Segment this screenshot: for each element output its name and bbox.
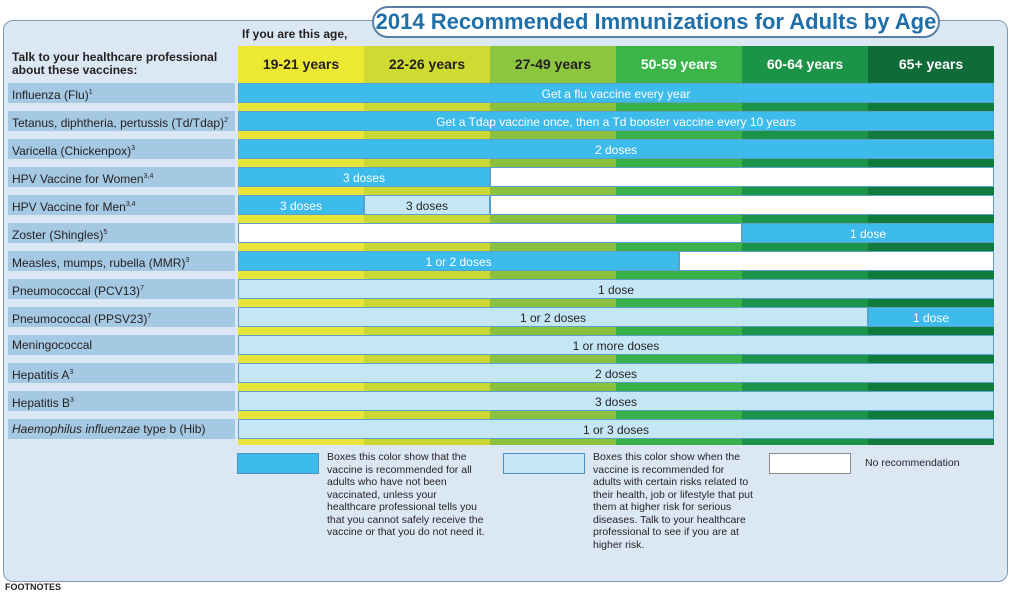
risk-based-bar: 1 or more doses (238, 335, 994, 355)
recommended-bar: Get a Tdap vaccine once, then a Td booster vaccine every 10 years (238, 111, 994, 131)
page-title: 2014 Recommended Immunizations for Adults by Age (372, 6, 940, 38)
legend-risk-swatch (503, 453, 585, 474)
risk-based-bar: 1 dose (238, 279, 994, 299)
vaccine-label: Varicella (Chickenpox)$^3$ (8, 139, 235, 159)
vaccine-label: HPV Vaccine for Women$^{3,4}$ (8, 167, 235, 187)
vaccine-label: Pneumococcal (PPSV23)$^7$ (8, 307, 235, 327)
recommended-bar: 1 or 2 doses (238, 251, 679, 271)
age-header-2: 22-26 years (364, 46, 490, 82)
legend-none-swatch (769, 453, 851, 474)
age-header-5: 60-64 years (742, 46, 868, 82)
age-header-4: 50-59 years (616, 46, 742, 82)
vaccine-label: Haemophilus influenzae type b (Hib) (8, 419, 235, 439)
risk-based-bar: 1 or 2 doses (238, 307, 868, 327)
vaccine-label: Tetanus, diphtheria, pertussis (Td/Tdap)$^2$ (8, 111, 235, 131)
vaccine-label: Meningococcal (8, 335, 235, 355)
legend-recommended-swatch (237, 453, 319, 474)
recommended-bar: Get a flu vaccine every year (238, 83, 994, 103)
no-recommendation-bar (238, 223, 742, 243)
risk-based-bar: 1 or 3 doses (238, 419, 994, 439)
legend-none-text: No recommendation (865, 457, 960, 469)
no-recommendation-bar (679, 251, 994, 271)
vaccine-label: Zoster (Shingles)$^5$ (8, 223, 235, 243)
recommended-bar: 2 doses (238, 139, 994, 159)
recommended-bar: 3 doses (238, 167, 490, 187)
footnotes-heading: FOOTNOTES (5, 582, 61, 592)
age-header-6: 65+ years (868, 46, 994, 82)
recommended-bar: 3 doses (238, 195, 364, 215)
vaccine-column-header: Talk to your healthcare professional about these vaccines: (12, 50, 218, 77)
age-header-3: 27-49 years (490, 46, 616, 82)
recommended-bar: 1 dose (742, 223, 994, 243)
no-recommendation-bar (490, 195, 994, 215)
risk-based-bar: 3 doses (364, 195, 490, 215)
age-header: If you are this age, (242, 27, 348, 41)
vaccine-label: HPV Vaccine for Men$^{3,4}$ (8, 195, 235, 215)
vaccine-label: Measles, mumps, rubella (MMR)$^3$ (8, 251, 235, 271)
vaccine-label: Hepatitis $A^3$ (8, 363, 235, 383)
vaccine-label: Influenza (Flu)$^1$ (8, 83, 235, 103)
risk-based-bar: 2 doses (238, 363, 994, 383)
age-header-1: 19-21 years (238, 46, 364, 82)
vaccine-label: Hepatitis $B^3$ (8, 391, 235, 411)
legend-risk-text: Boxes this color show when the vaccine is recommended for adults with certain risks related to their health, job or lifestyle that put them at higher risk for serious diseases. Talk to your healthcare professional to see if you are at higher risk. (593, 451, 753, 551)
no-recommendation-bar (490, 167, 994, 187)
vaccine-label: Pneumococcal $(PCV13)^7$ (8, 279, 235, 299)
legend-recommended-text: Boxes this color show that the vaccine is recommended for all adults who have not been vaccinated, unless your healthcare professional tells you that you cannot safely receive the vaccine or that you do not need it. (327, 451, 485, 538)
risk-based-bar: 3 doses (238, 391, 994, 411)
recommended-bar: 1 dose (868, 307, 994, 327)
